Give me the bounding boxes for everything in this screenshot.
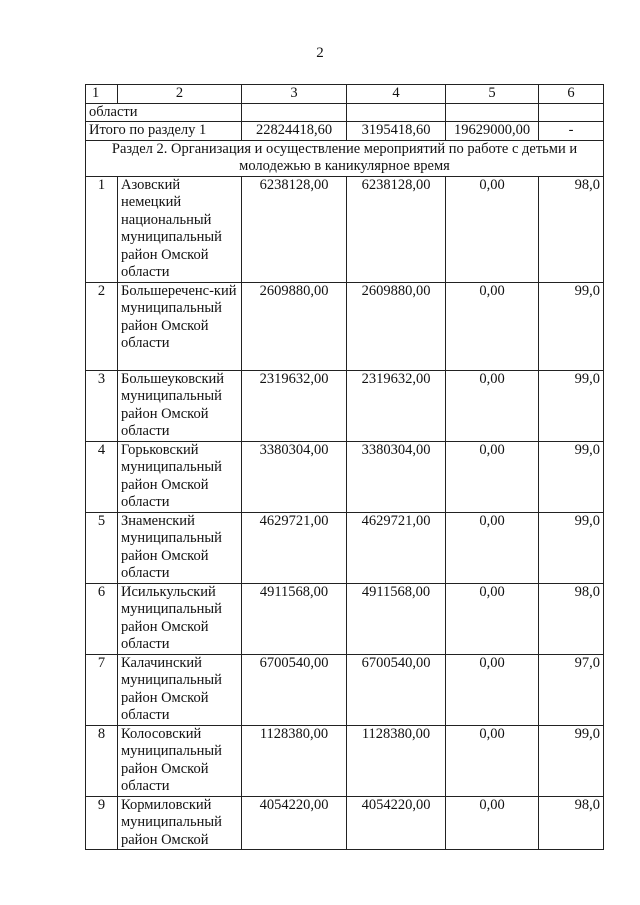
amount-col4: 4629721,00 bbox=[347, 512, 446, 583]
amount-col4: 1128380,00 bbox=[347, 725, 446, 796]
amount-col3: 6700540,00 bbox=[242, 654, 347, 725]
amount-col3: 3380304,00 bbox=[242, 441, 347, 512]
table-row bbox=[86, 512, 604, 583]
row-number: 6 bbox=[86, 583, 118, 654]
amount-col4: 4054220,00 bbox=[347, 796, 446, 850]
district-name: Знаменский муниципальный район Омской области bbox=[118, 512, 242, 583]
table-row bbox=[86, 796, 604, 850]
amount-col5: 0,00 bbox=[446, 441, 539, 512]
continuation-row bbox=[86, 103, 604, 122]
row-number: 8 bbox=[86, 725, 118, 796]
percent-col6: 99,0 bbox=[539, 282, 604, 370]
row-number: 7 bbox=[86, 654, 118, 725]
total-col3: 22824418,60 bbox=[242, 122, 347, 141]
amount-col4: 3380304,00 bbox=[347, 441, 446, 512]
percent-col6: 97,0 bbox=[539, 654, 604, 725]
amount-col5: 0,00 bbox=[446, 282, 539, 370]
page-number: 2 bbox=[316, 45, 324, 61]
percent-col6: 98,0 bbox=[539, 583, 604, 654]
total-col5: 19629000,00 bbox=[446, 122, 539, 141]
section2-header-row bbox=[86, 140, 604, 176]
amount-col5: 0,00 bbox=[446, 654, 539, 725]
percent-col6: 99,0 bbox=[539, 441, 604, 512]
column-number: 3 bbox=[242, 85, 347, 104]
row-number: 4 bbox=[86, 441, 118, 512]
column-number: 4 bbox=[347, 85, 446, 104]
section2-title: Раздел 2. Организация и осуществление мероприятий по работе с детьми и молодежью в каникулярное время bbox=[86, 140, 604, 176]
amount-col3: 2609880,00 bbox=[242, 282, 347, 370]
row-number: 1 bbox=[86, 176, 118, 282]
amount-col3: 4054220,00 bbox=[242, 796, 347, 850]
amount-col5: 0,00 bbox=[446, 725, 539, 796]
amount-col3: 4629721,00 bbox=[242, 512, 347, 583]
total-col6: - bbox=[539, 122, 604, 141]
section1-total-row bbox=[86, 122, 604, 141]
amount-col3: 1128380,00 bbox=[242, 725, 347, 796]
district-name: Калачинский муниципальный район Омской области bbox=[118, 654, 242, 725]
total-label: Итого по разделу 1 bbox=[86, 122, 242, 141]
percent-col6: 99,0 bbox=[539, 370, 604, 441]
row-number: 5 bbox=[86, 512, 118, 583]
table-row bbox=[86, 725, 604, 796]
amount-col4: 6700540,00 bbox=[347, 654, 446, 725]
amount-col4: 2609880,00 bbox=[347, 282, 446, 370]
table-row bbox=[86, 441, 604, 512]
row-number: 2 bbox=[86, 282, 118, 370]
amount-col5: 0,00 bbox=[446, 583, 539, 654]
amount-col3: 2319632,00 bbox=[242, 370, 347, 441]
allocation-table bbox=[85, 84, 604, 850]
column-number: 5 bbox=[446, 85, 539, 104]
column-number: 6 bbox=[539, 85, 604, 104]
table-row bbox=[86, 176, 604, 282]
percent-col6: 99,0 bbox=[539, 512, 604, 583]
row-number: 9 bbox=[86, 796, 118, 850]
continuation-text: области bbox=[86, 103, 242, 122]
percent-col6: 98,0 bbox=[539, 796, 604, 850]
table-row bbox=[86, 282, 604, 370]
column-number: 1 bbox=[86, 85, 118, 104]
amount-col4: 4911568,00 bbox=[347, 583, 446, 654]
percent-col6: 99,0 bbox=[539, 725, 604, 796]
district-name: Колосовский муниципальный район Омской области bbox=[118, 725, 242, 796]
district-name: Большереченс-кий муниципальный район Омской области bbox=[118, 282, 242, 370]
amount-col5: 0,00 bbox=[446, 176, 539, 282]
district-name: Исилькульский муниципальный район Омской области bbox=[118, 583, 242, 654]
district-name: Большеуковский муниципальный район Омской области bbox=[118, 370, 242, 441]
total-col4: 3195418,60 bbox=[347, 122, 446, 141]
amount-col4: 6238128,00 bbox=[347, 176, 446, 282]
column-number: 2 bbox=[118, 85, 242, 104]
table-row bbox=[86, 583, 604, 654]
amount-col4: 2319632,00 bbox=[347, 370, 446, 441]
amount-col5: 0,00 bbox=[446, 796, 539, 850]
district-name: Горьковский муниципальный район Омской области bbox=[118, 441, 242, 512]
amount-col3: 4911568,00 bbox=[242, 583, 347, 654]
district-name: Кормиловский муниципальный район Омской bbox=[118, 796, 242, 850]
table-row bbox=[86, 370, 604, 441]
amount-col5: 0,00 bbox=[446, 370, 539, 441]
column-number-row bbox=[86, 85, 604, 104]
amount-col3: 6238128,00 bbox=[242, 176, 347, 282]
percent-col6: 98,0 bbox=[539, 176, 604, 282]
district-name: Азовский немецкий национальный муниципальный район Омской области bbox=[118, 176, 242, 282]
amount-col5: 0,00 bbox=[446, 512, 539, 583]
row-number: 3 bbox=[86, 370, 118, 441]
table-row bbox=[86, 654, 604, 725]
